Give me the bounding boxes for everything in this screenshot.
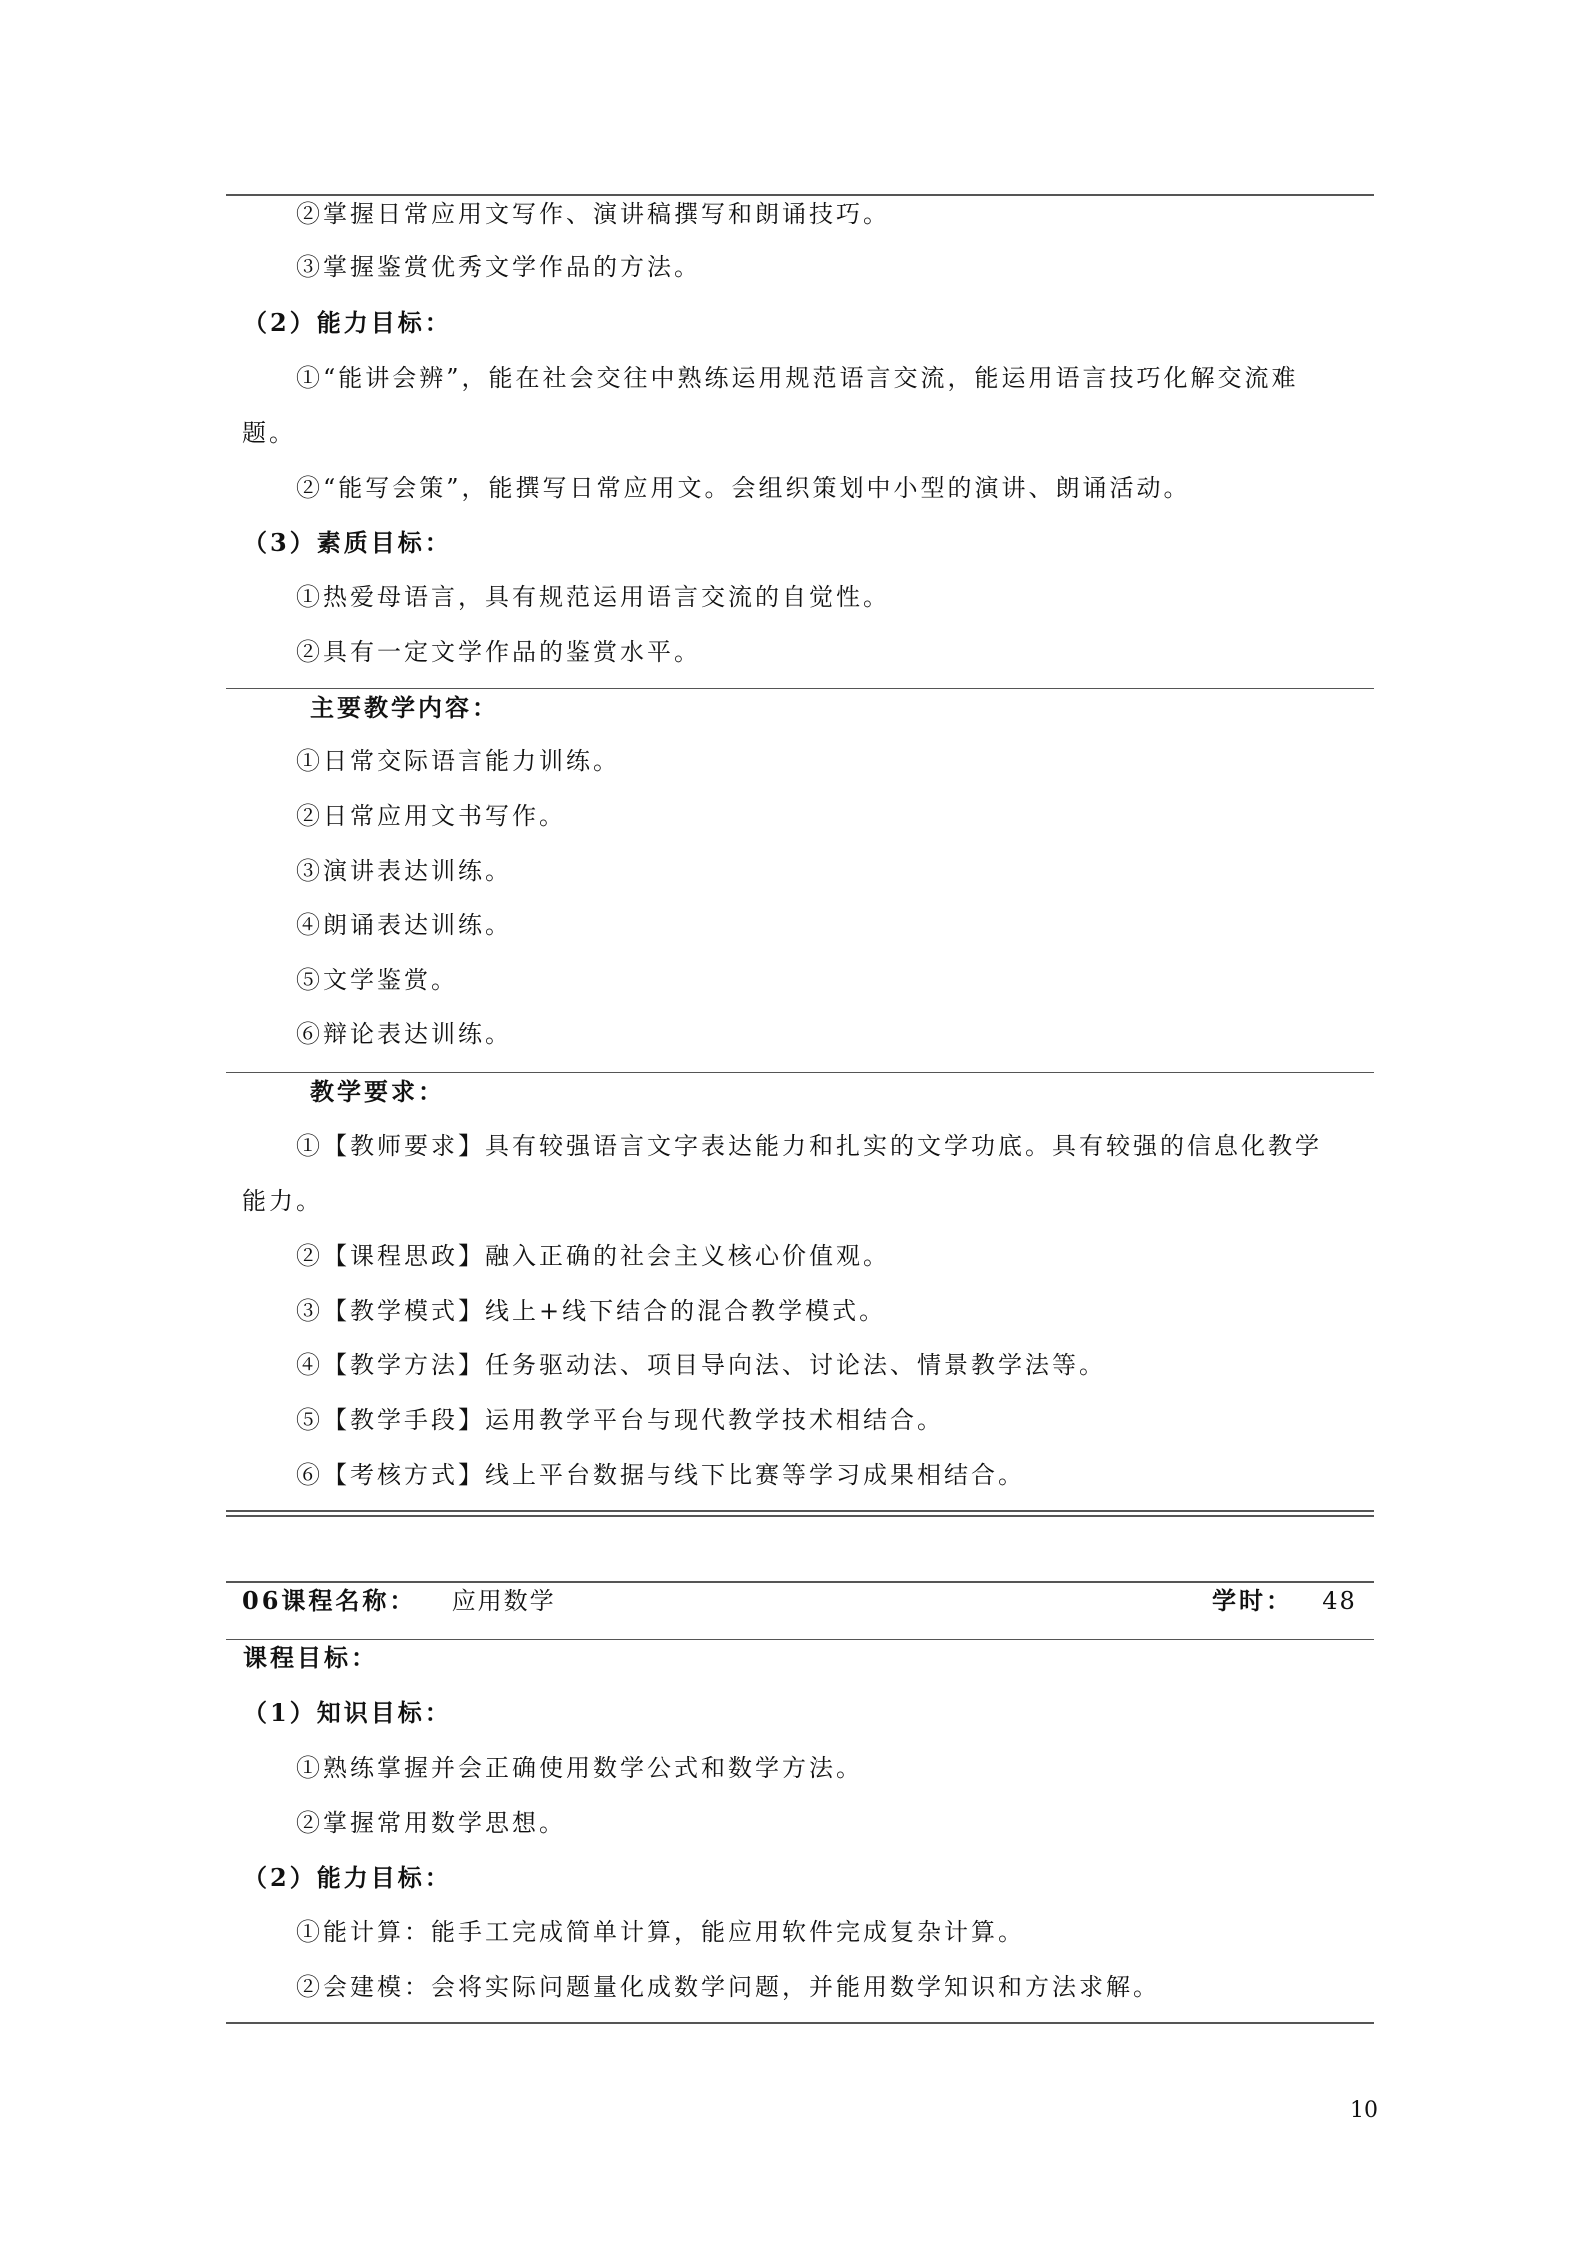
course06-label: 06课程名称： [242, 1586, 417, 1615]
content-item-3: ③演讲表达训练。 [296, 857, 512, 885]
course06-knowledge-heading: （1）知识目标： [243, 1698, 452, 1727]
requirement-item-5: ⑤【教学手段】运用教学平台与现代教学技术相结合。 [296, 1406, 944, 1434]
ability-heading: （2）能力目标： [243, 308, 452, 337]
content-item-4: ④朗诵表达训练。 [296, 911, 512, 939]
course06-title-rule [226, 1639, 1374, 1640]
course06-hours [1212, 1586, 1357, 1616]
requirement-item-3: ③【教学模式】线上+线下结合的混合教学模式。 [296, 1297, 887, 1325]
course06-knowledge-item-2: ②掌握常用数学思想。 [296, 1809, 566, 1837]
page-number: 10 [1350, 2098, 1378, 2123]
content-item-5: ⑤文学鉴赏。 [296, 966, 458, 994]
course06-ability-heading: （2）能力目标： [243, 1863, 452, 1892]
requirement-item-1: ①【教师要求】具有较强语言文字表达能力和扎实的文学功底。具有较强的信息化教学 [296, 1132, 1322, 1160]
course06-title-row [242, 1586, 556, 1616]
course06-knowledge-item-1: ①熟练掌握并会正确使用数学公式和数学方法。 [296, 1754, 863, 1782]
course06-ability-item-2: ②会建模：会将实际问题量化成数学问题，并能用数学知识和方法求解。 [296, 1973, 1160, 2001]
course06-hours-value: 48 [1322, 1587, 1357, 1615]
requirement-item-1-cont: 能力。 [242, 1187, 323, 1215]
quality-item-2: ②具有一定文学作品的鉴赏水平。 [296, 638, 701, 666]
content-item-2: ②日常应用文书写作。 [296, 802, 566, 830]
course06-name: 应用数学 [451, 1587, 556, 1615]
course06-bottom-rule [226, 2022, 1374, 2024]
knowledge-item-2: ②掌握日常应用文写作、演讲稿撰写和朗诵技巧。 [296, 200, 890, 228]
course06-ability-item-1: ①能计算：能手工完成简单计算，能应用软件完成复杂计算。 [296, 1918, 1025, 1946]
content-item-6: ⑥辩论表达训练。 [296, 1020, 512, 1048]
quality-item-1: ①热爱母语言，具有规范运用语言交流的自觉性。 [296, 583, 890, 611]
section-rule-content [226, 688, 1374, 689]
knowledge-item-3: ③掌握鉴赏优秀文学作品的方法。 [296, 253, 701, 281]
course06-goal-heading: 课程目标： [243, 1643, 378, 1672]
requirements-heading: 教学要求： [310, 1077, 445, 1106]
requirement-item-6: ⑥【考核方式】线上平台数据与线下比赛等学习成果相结合。 [296, 1461, 1025, 1489]
course06-top-rule [226, 1581, 1374, 1583]
requirement-item-2: ②【课程思政】融入正确的社会主义核心价值观。 [296, 1242, 890, 1270]
table-bottom-rule [226, 1510, 1374, 1517]
requirement-item-4: ④【教学方法】任务驱动法、项目导向法、讨论法、情景教学法等。 [296, 1351, 1106, 1379]
section-rule-requirements [226, 1072, 1374, 1073]
ability-item-2: ②“能写会策”，能撰写日常应用文。会组织策划中小型的演讲、朗诵活动。 [296, 474, 1191, 502]
quality-heading: （3）素质目标： [243, 528, 452, 557]
ability-item-1: ①“能讲会辨”，能在社会交往中熟练运用规范语言交流，能运用语言技巧化解交流难 [296, 364, 1299, 392]
course06-hours-label: 学时： [1212, 1586, 1293, 1615]
content-heading: 主要教学内容： [310, 693, 499, 722]
table-top-rule [226, 194, 1374, 196]
ability-item-1-cont: 题。 [242, 419, 296, 447]
content-item-1: ①日常交际语言能力训练。 [296, 747, 620, 775]
